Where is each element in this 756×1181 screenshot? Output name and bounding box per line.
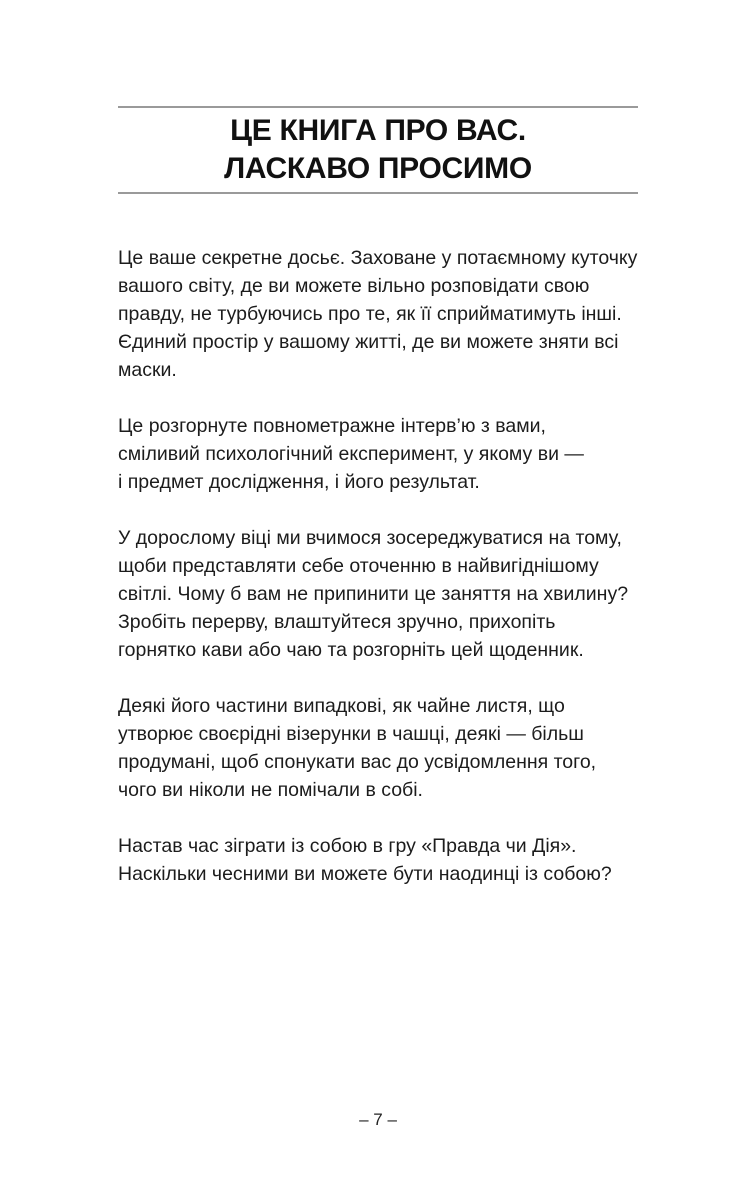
heading-top-rule xyxy=(118,106,638,108)
text-line: продумані, щоб спонукати вас до усвідомлення того, xyxy=(118,751,597,773)
paragraph-2 xyxy=(118,412,648,496)
text-line: і предмет дослідження, і його результат. xyxy=(118,471,480,493)
page-number: – 7 – xyxy=(359,1110,397,1129)
paragraph-1 xyxy=(118,244,648,384)
text-line: Зробіть перерву, влаштуйтеся зручно, прихопіть xyxy=(118,611,556,633)
chapter-heading-line-2: ЛАСКАВО ПРОСИМО xyxy=(224,152,532,185)
heading-bottom-rule xyxy=(118,192,638,194)
text-line: маски. xyxy=(118,359,177,381)
text-line: правду, не турбуючись про те, як її сприйматимуть інші. xyxy=(118,303,622,325)
text-line: Деякі його частини випадкові, як чайне листя, що xyxy=(118,695,565,717)
chapter-heading xyxy=(118,112,638,188)
text-line: утворює своєрідні візерунки в чашці, деякі — більш xyxy=(118,723,584,745)
text-line: Наскільки чесними ви можете бути наодинці із собою? xyxy=(118,863,612,885)
text-line: Це розгорнуте повнометражне інтерв’ю з вами, xyxy=(118,415,546,437)
text-line: Єдиний простір у вашому житті, де ви можете зняти всі xyxy=(118,331,619,353)
body-text xyxy=(118,244,648,916)
paragraph-4 xyxy=(118,692,648,804)
chapter-heading-line-1: ЦЕ КНИГА ПРО ВАС. xyxy=(230,114,526,147)
text-line: щоби представляти себе оточенню в найвигіднішому xyxy=(118,555,599,577)
text-line: чого ви ніколи не помічали в собі. xyxy=(118,779,423,801)
paragraph-3 xyxy=(118,524,648,664)
text-line: горнятко кави або чаю та розгорніть цей щоденник. xyxy=(118,639,584,661)
text-line: сміливий психологічний експеримент, у якому ви — xyxy=(118,443,584,465)
paragraph-5 xyxy=(118,832,648,888)
text-line: вашого світу, де ви можете вільно розповідати свою xyxy=(118,275,590,297)
text-line: світлі. Чому б вам не припинити це заняття на хвилину? xyxy=(118,583,629,605)
text-line: Це ваше секретне досьє. Заховане у потаємному куточку xyxy=(118,247,638,269)
text-line: У дорослому віці ми вчимося зосереджуватися на тому, xyxy=(118,527,622,549)
text-line: Настав час зіграти із собою в гру «Правда чи Дія». xyxy=(118,835,577,857)
